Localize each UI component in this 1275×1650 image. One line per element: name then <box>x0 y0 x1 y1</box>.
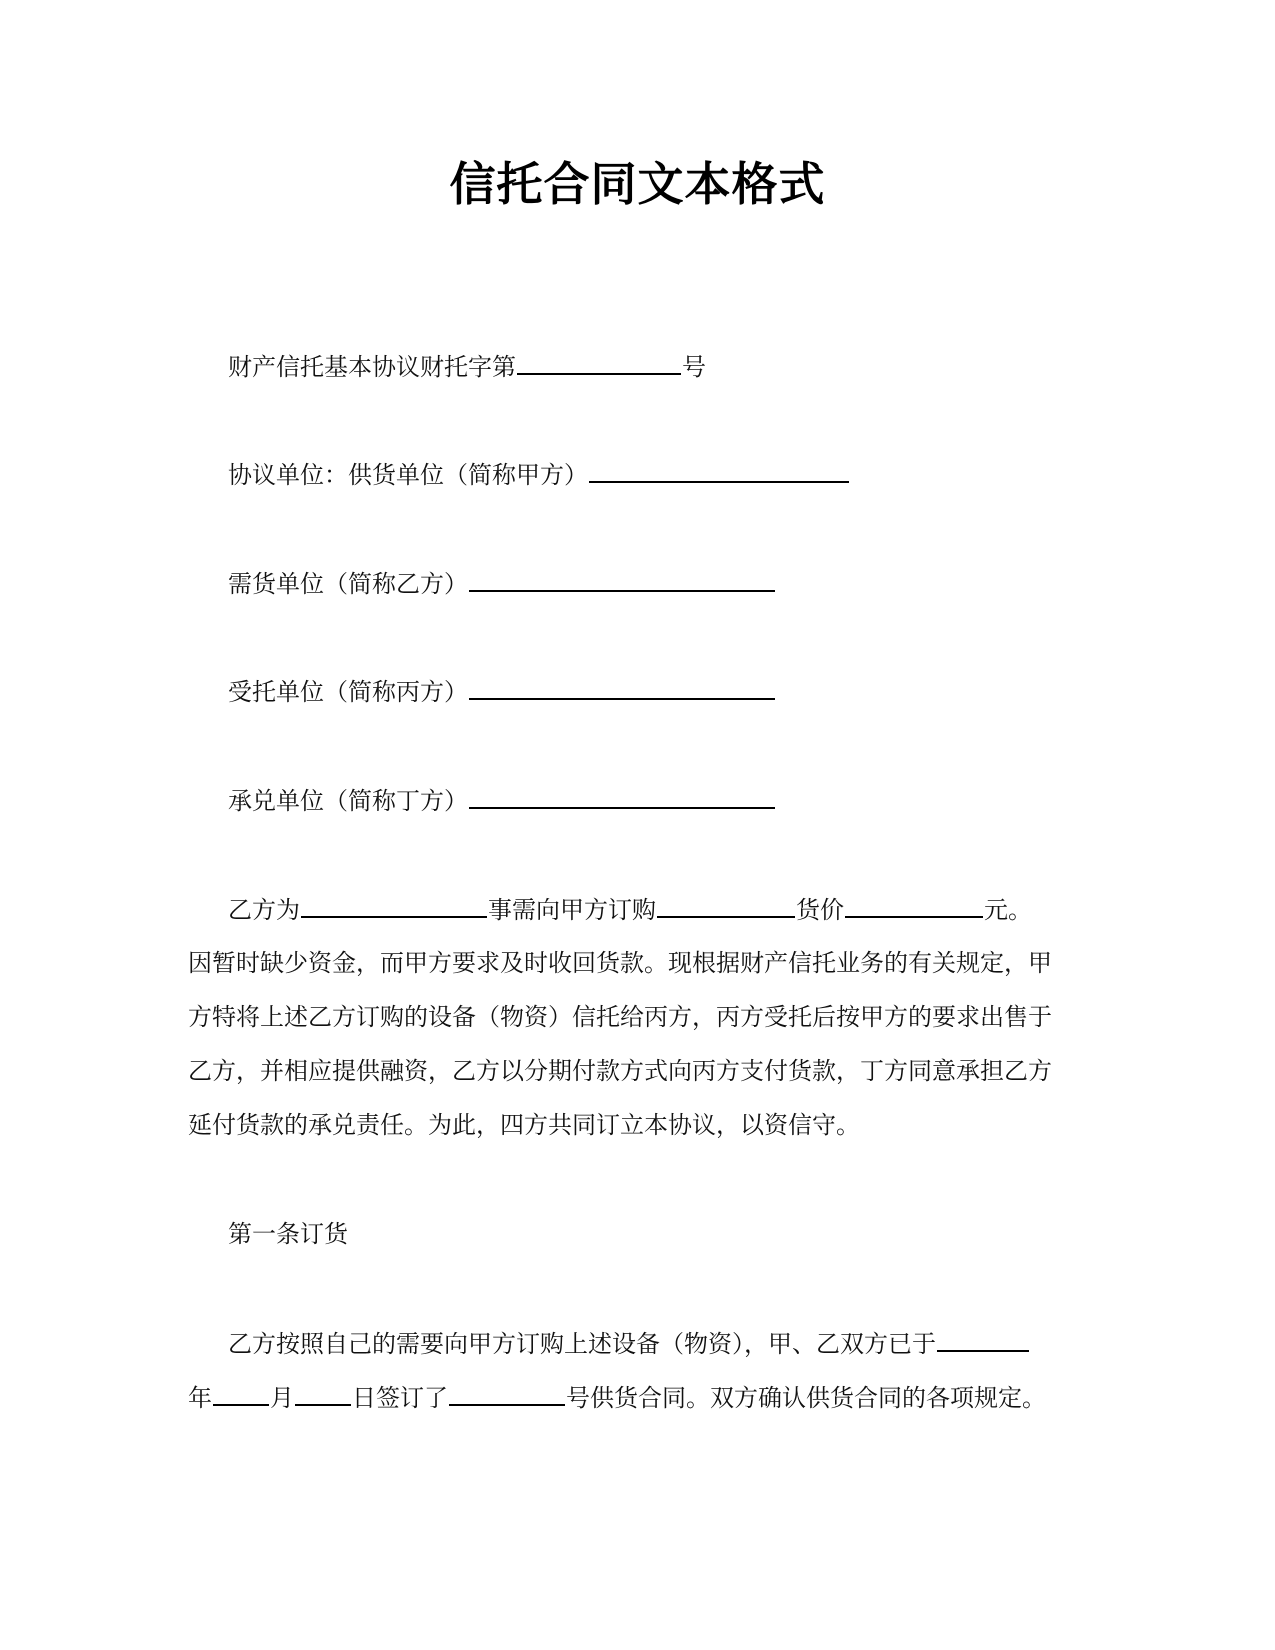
supplier-label: 协议单位：供货单位（简称甲方） <box>228 461 588 489</box>
year-label: 年 <box>188 1384 212 1412</box>
buyer-label: 需货单位（简称乙方） <box>228 570 468 598</box>
date-year-blank[interactable] <box>937 1328 1029 1352</box>
month-label: 月 <box>270 1384 294 1412</box>
purpose-blank[interactable] <box>301 894 487 918</box>
preamble-text-4: 元。 <box>984 896 1032 924</box>
article-1-heading: 第一条订货 <box>228 1220 348 1248</box>
day-signed-label: 日签订了 <box>352 1384 448 1412</box>
agreement-number-line <box>228 351 706 382</box>
buyer-blank[interactable] <box>469 568 775 592</box>
preamble-line-5: 延付货款的承兑责任。为此，四方共同订立本协议，以资信守。 <box>188 1111 860 1139</box>
agreement-number-suffix: 号 <box>682 353 706 381</box>
preamble-line-3: 方特将上述乙方订购的设备（物资）信托给丙方，丙方受托后按甲方的要求出售于 <box>188 1003 1052 1031</box>
acceptor-line <box>228 785 776 816</box>
agreement-number-blank[interactable] <box>517 351 681 375</box>
trustee-line <box>228 676 776 707</box>
article-1-tail: 号供货合同。双方确认供货合同的各项规定。 <box>566 1384 1046 1412</box>
goods-blank[interactable] <box>657 894 795 918</box>
supplier-line <box>228 459 850 490</box>
acceptor-label: 承兑单位（简称丁方） <box>228 787 468 815</box>
acceptor-blank[interactable] <box>469 785 775 809</box>
trustee-blank[interactable] <box>469 676 775 700</box>
document-title: 信托合同文本格式 <box>449 157 826 211</box>
trustee-label: 受托单位（简称丙方） <box>228 678 468 706</box>
preamble-text-2: 事需向甲方订购 <box>488 896 656 924</box>
date-month-blank[interactable] <box>213 1382 269 1406</box>
date-day-blank[interactable] <box>295 1382 351 1406</box>
article-1-line-1 <box>228 1328 1030 1359</box>
agreement-number-prefix: 财产信托基本协议财托字第 <box>228 353 516 381</box>
preamble-line-2: 因暂时缺少资金，而甲方要求及时收回货款。现根据财产信托业务的有关规定，甲 <box>188 949 1052 977</box>
article-1-text-1: 乙方按照自己的需要向甲方订购上述设备（物资），甲、乙双方已于 <box>228 1330 936 1358</box>
preamble-text-3: 货价 <box>796 896 844 924</box>
preamble-text-1: 乙方为 <box>228 896 300 924</box>
contract-number-blank[interactable] <box>449 1382 565 1406</box>
preamble-line-4: 乙方，并相应提供融资，乙方以分期付款方式向丙方支付货款，丁方同意承担乙方 <box>188 1057 1052 1085</box>
preamble-line-1 <box>228 894 1032 925</box>
buyer-line <box>228 568 776 599</box>
article-1-line-2 <box>188 1382 1046 1413</box>
supplier-blank[interactable] <box>589 459 849 483</box>
price-blank[interactable] <box>845 894 983 918</box>
